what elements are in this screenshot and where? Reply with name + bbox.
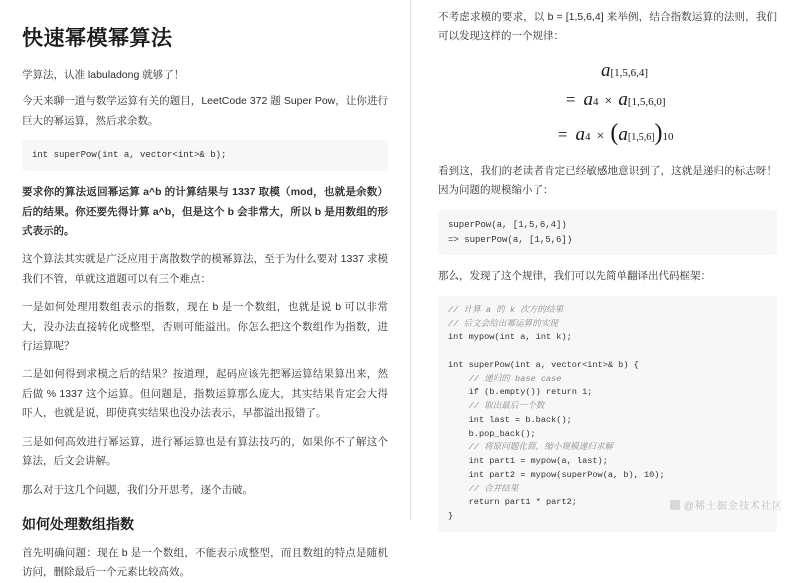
code-comment-1: // 计算 a 的 k 次方的结果 [448,304,564,315]
math-line-2-lead: = [565,90,576,110]
code-recursion-line-1: superPow(a, [1,5,6,4]) [448,219,567,230]
code-framework-line-1: int mypow(int a, int k); [448,332,572,343]
math-line-3-times: × [596,128,605,144]
math-line-2-term1-base: a [583,89,593,111]
section-paragraph: 首先明确问题：现在 b 是一个数组，不能表示成整型，而且数组的特点是随机访问，删除最后一个元素比较高效。 [22,547,388,579]
code-signature-line: int superPow(int a, vector<int>& b); [32,150,227,161]
paragraph-2: 要求你的算法返回幂运算 a^b 的计算结果与 1337 取模（mod，也就是余数）后的结果。你还要先得计算 a^b，但是这个 b 会非常大，所以 b 是用数组的形式表示的。 [22,186,388,237]
code-framework-line-3: int superPow(int a, vector<int>& b) { [448,359,639,370]
math-line-3-term2-exponent: [1,5,6] [627,131,655,143]
math-line-2-term2-base: a [618,89,628,111]
math-line-1-base: a [600,59,611,81]
code-framework-line-7: int part1 = mypow(a, last); [448,456,608,467]
paragraph-4: 一是如何处理用数组表示的指数，现在 b 是一个数组，也就是说 b 可以非常大，没办法直接转化成整型，否则可能溢出。你怎么把这个数组作为指数，进行运算呢？ [22,301,388,353]
tagline: 学算法，认准 labuladong 就够了！ [22,69,185,81]
paragraph-3: 这个算法其实就是广泛应用于离散数学的模幂算法，至于为什么要对 1337 求模我们不管，单就这道题可以有三个难点： [22,253,388,285]
right-column [410,0,797,520]
math-line-2-term2-exponent: [1,5,6,0] [627,96,666,109]
math-derivation [438,56,777,152]
code-framework-line-8: int part2 = mypow(superPow(a, b), 10); [448,469,665,480]
page-title: 快速幂模幂算法 [22,27,173,50]
code-framework-line-6: b.pop_back(); [448,428,536,439]
code-recursion-arrow: => [448,234,459,245]
code-block-recursion [438,210,777,256]
math-line-3-lead: = [557,124,568,144]
paragraph-6: 三是如何高效进行幂运算，进行幂运算也是有算法技巧的，如果你不了解这个算法，后文会讲解。 [22,435,388,468]
code-framework-line-10: } [448,511,454,522]
math-line-3-term1-base: a [575,123,585,145]
code-comment-4: // 取出最后一个数 [448,401,545,412]
paragraph-7: 那么对于这几个问题，我们分开思考，逐个击破。 [22,483,253,496]
math-line-2 [438,85,777,114]
code-framework-line-9: return part1 * part2; [448,497,577,508]
math-line-1 [438,56,777,85]
paragraph-1: 今天来聊一道与数学运算有关的题目，LeetCode 372 题 Super Pow，让你进行巨大的幂运算，然后求余数。 [22,95,388,127]
right-intro-paragraph: 不考虑求模的要求，以 b = [1,5,6,4] 来举例，结合指数运算的法则，我们可以发现这样的一个规律： [438,11,777,43]
right-outro-paragraph: 那么，发现了这个规律，我们可以先简单翻译出代码框架： [438,270,711,283]
right-mid-paragraph: 看到这，我们的老读者肯定已经敏感地意识到了，这就是递归的标志呀！因为问题的规模缩小了： [438,164,777,197]
code-comment-5: // 将原问题化简，缩小规模递归求解 [448,442,614,453]
math-line-3-open-paren: ( [610,119,619,146]
code-framework-line-5: int last = b.back(); [448,414,572,425]
math-line-2-times: × [604,94,613,110]
math-line-3-close-paren: ) [654,119,663,146]
watermark [670,497,783,512]
math-line-2-term1-exponent: 4 [593,96,599,109]
code-comment-3: // 递归的 base case [448,373,562,384]
watermark-text: @稀土掘金技术社区 [683,501,783,512]
watermark-logo-icon [670,500,680,510]
math-line-3 [438,115,777,152]
paragraph-5: 二是如何得到求模之后的结果？按道理，起码应该先把幂运算结果算出来，然后做 % 1337 这个运算。但问题是，指数运算那么庞大，其实结果肯定会大得吓人，也就是说，即使真实结果也没办法表示，早都溢出报错了。 [22,368,388,420]
code-block-signature [22,140,388,171]
code-comment-6: // 合并结果 [448,483,519,494]
math-line-3-outer-exponent: 10 [662,130,674,143]
math-line-3-term1-exponent: 4 [584,130,591,143]
section-heading: 如何处理数组指数 [22,516,134,533]
code-comment-2: // 后文会给出幂运算的实现 [448,318,559,329]
math-line-1-exponent: [1,5,6,4] [610,66,649,79]
math-line-3-term2-base: a [618,123,628,145]
code-framework-line-4: if (b.empty()) return 1; [448,387,593,398]
code-recursion-line-2: superPow(a, [1,5,6]) [464,234,573,245]
